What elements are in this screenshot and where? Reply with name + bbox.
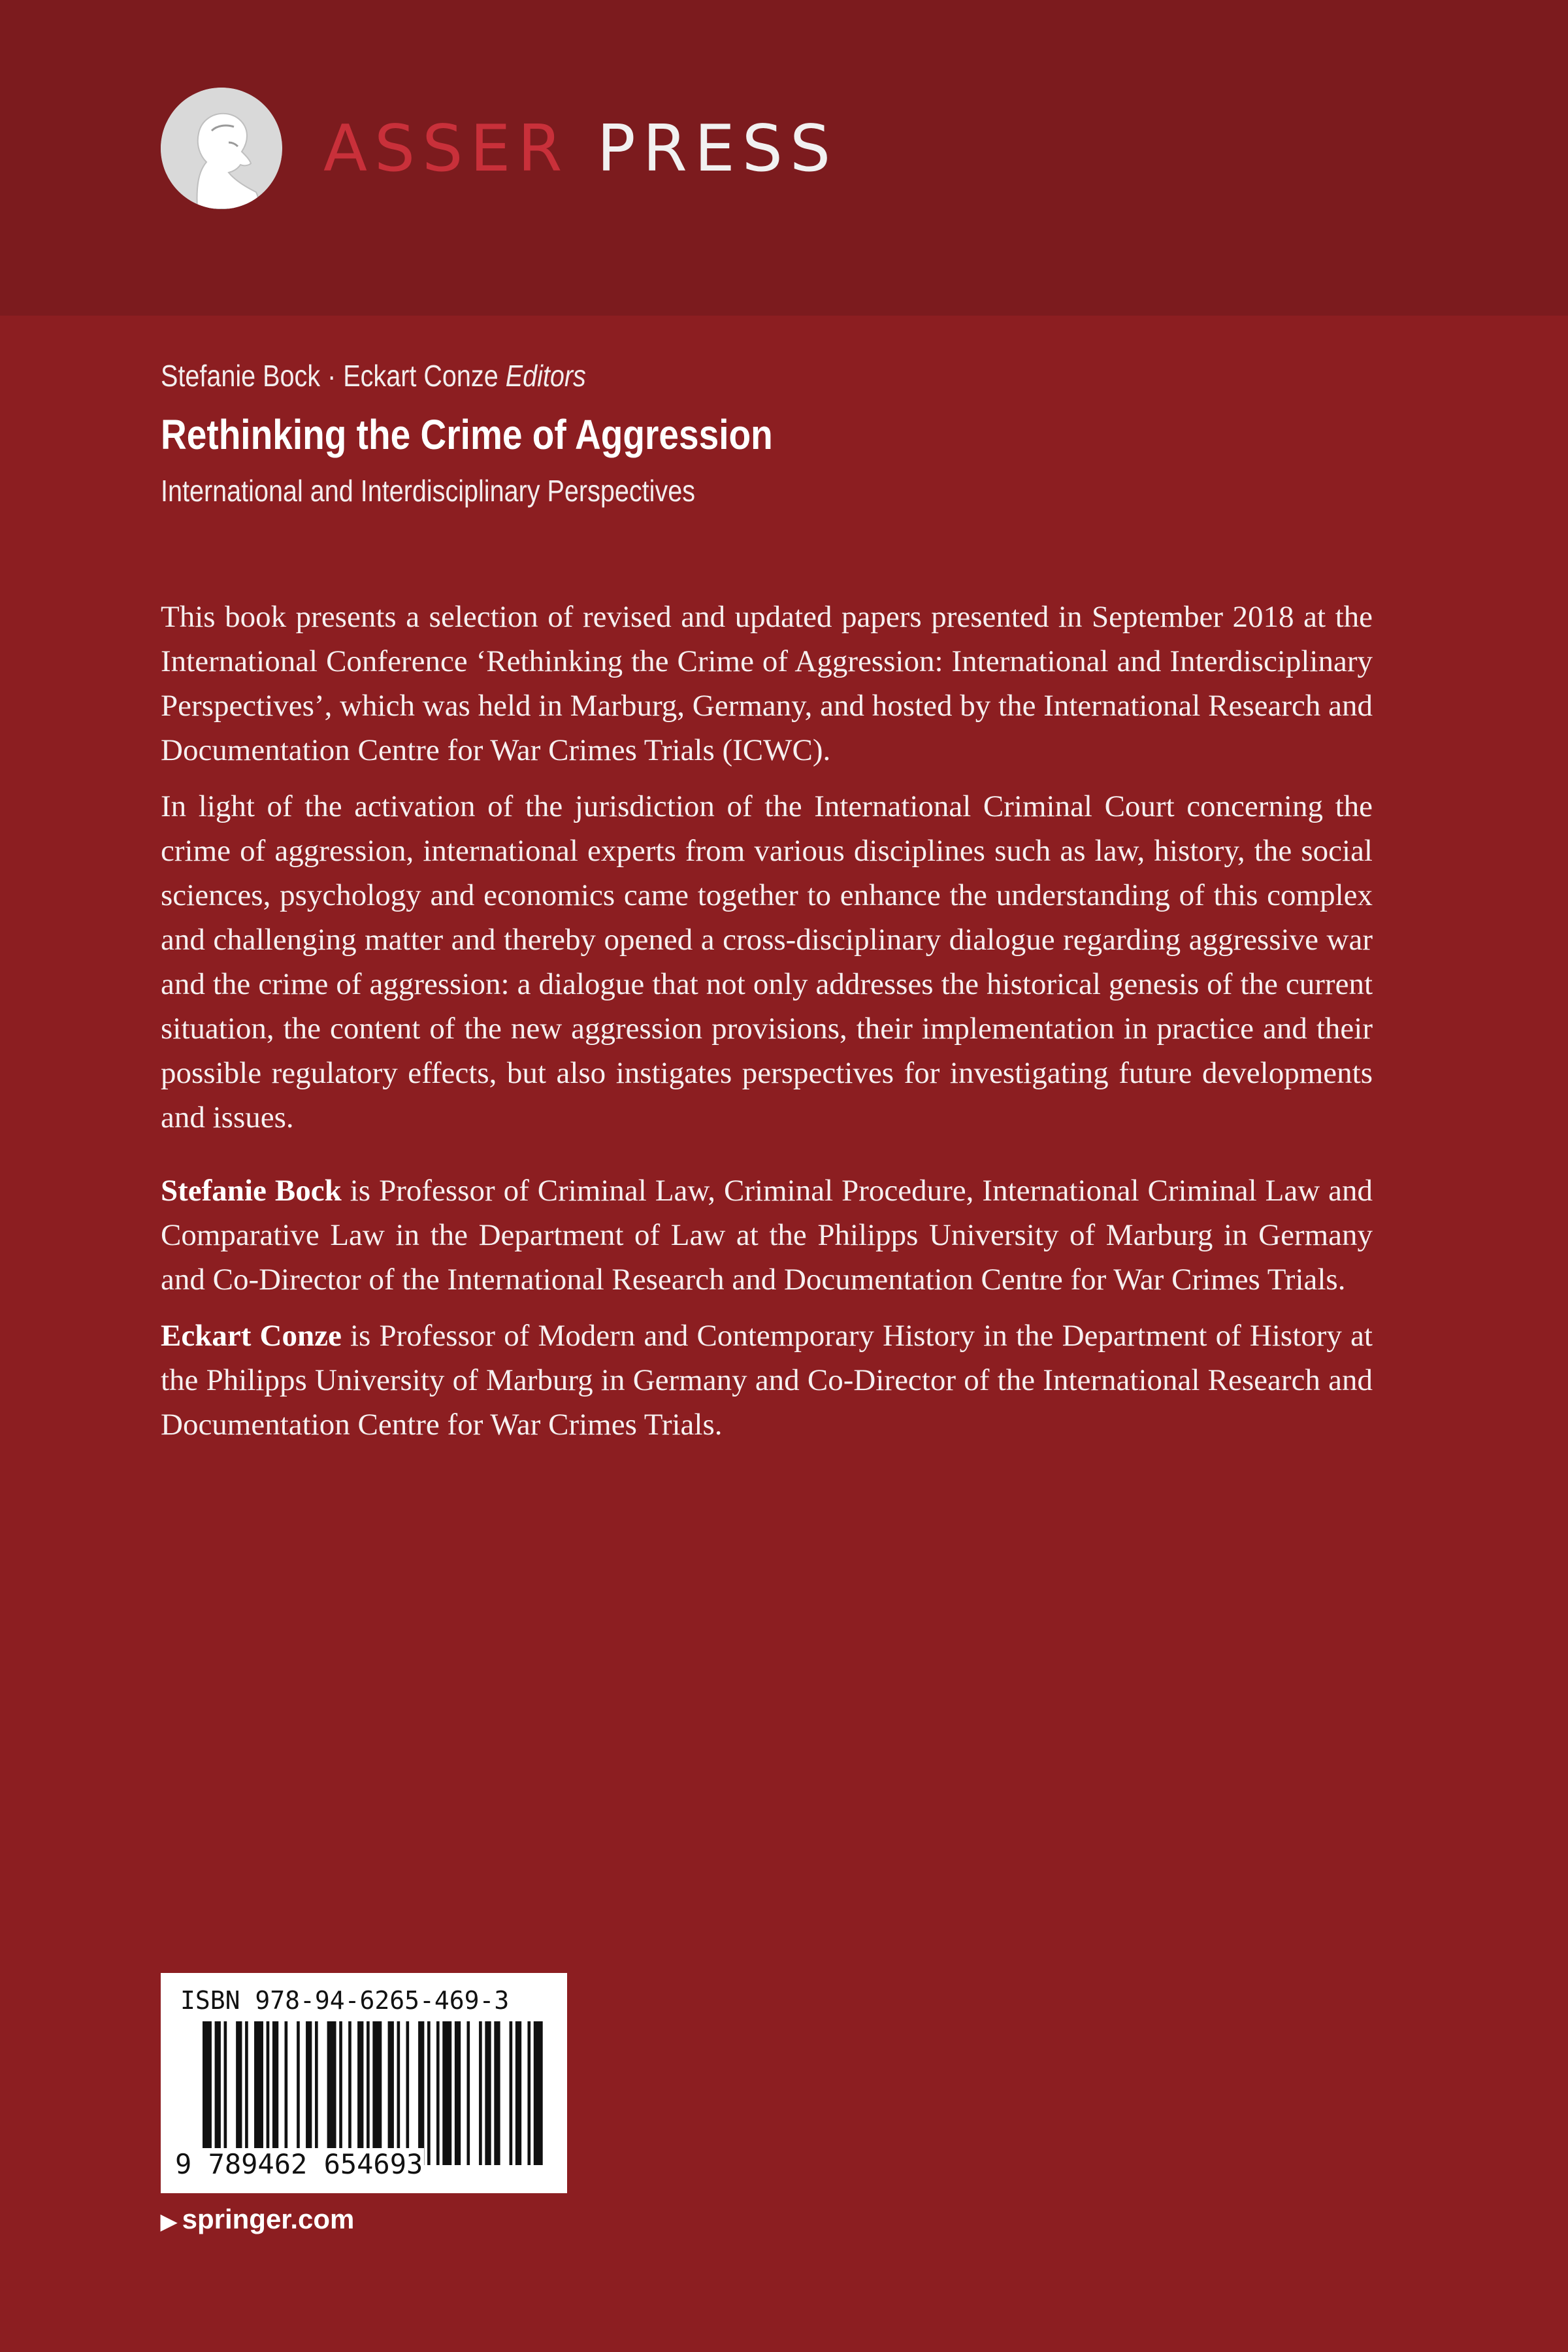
barcode-bar bbox=[348, 2021, 351, 2165]
barcode-bar bbox=[285, 2021, 288, 2165]
barcode-bar bbox=[224, 2021, 227, 2165]
barcode-bar bbox=[494, 2021, 500, 2165]
barcode-bar bbox=[372, 2021, 382, 2165]
barcode-bar bbox=[527, 2021, 531, 2165]
isbn-label: ISBN 978-94-6265-469-3 bbox=[180, 1986, 510, 2015]
barcode-bar bbox=[297, 2021, 300, 2165]
editor-names: Stefanie Bock · Eckart Conze bbox=[161, 359, 498, 393]
barcode-bars bbox=[203, 2021, 549, 2165]
bio-paragraph-1 bbox=[161, 1168, 1373, 1302]
barcode-digit-text: 9 789462 654693 bbox=[175, 2148, 423, 2180]
barcode-bar bbox=[215, 2021, 221, 2165]
barcode-bar bbox=[466, 2021, 470, 2165]
barcode-bar bbox=[254, 2021, 263, 2165]
barcode-bar bbox=[510, 2021, 513, 2165]
barcode-bar bbox=[236, 2021, 242, 2165]
barcode-bar bbox=[442, 2021, 451, 2165]
website-link[interactable] bbox=[161, 2204, 354, 2235]
barcode-bar bbox=[388, 2021, 394, 2165]
play-arrow-icon: ▶ bbox=[161, 2210, 177, 2233]
barcode-bar bbox=[515, 2021, 521, 2165]
editors-line bbox=[161, 358, 586, 393]
barcode-bar bbox=[455, 2021, 461, 2165]
brand-press: PRESS bbox=[596, 112, 838, 186]
barcode-digits bbox=[174, 2148, 559, 2180]
barcode-bar bbox=[339, 2021, 342, 2165]
back-cover-text bbox=[161, 595, 1373, 1447]
bio-paragraph-2 bbox=[161, 1314, 1373, 1447]
barcode-bar bbox=[203, 2021, 212, 2165]
barcode-bar bbox=[367, 2021, 370, 2165]
portrait-silhouette-icon bbox=[161, 88, 282, 209]
barcode-bar bbox=[245, 2021, 248, 2165]
bio-text: is Professor of Modern and Contemporary History in the Department of History at the Philipps University of Marburg in Germany and Co-Director of the International Research and Documentation Centre for War Crimes Trials. bbox=[161, 1319, 1373, 1442]
website-text: springer.com bbox=[182, 2204, 355, 2234]
isbn-barcode bbox=[161, 1973, 567, 2193]
barcode-bar bbox=[436, 2021, 440, 2165]
barcode-bar bbox=[485, 2021, 491, 2165]
bio-text: is Professor of Criminal Law, Criminal Procedure, International Criminal Law and Comparative Law in the Department of Law at the Philipps University of Marburg in Germany and Co-Director of the International Research and Documentation Centre for War Crimes Trials. bbox=[161, 1174, 1373, 1297]
barcode-bar bbox=[267, 2021, 270, 2165]
barcode-bar bbox=[357, 2021, 363, 2165]
editors-role: Editors bbox=[505, 359, 586, 393]
blurb-paragraph-2: In light of the activation of the jurisdiction of the International Criminal Court concerning the crime of aggression, international experts from various disciplines such as law, history, the social sciences, psychology and economics came together to enhance the understanding of this complex and challenging matter and thereby opened a cross-disciplinary dialogue regarding aggressive war and the crime of aggression: a dialogue that not only addresses the historical genesis of the current situation, the content of the new aggression provisions, their implementation in practice and their possible regulatory effects, but also instigates perspectives for investigating future developments and issues. bbox=[161, 789, 1373, 1135]
barcode-bar bbox=[306, 2021, 312, 2165]
barcode-bar bbox=[427, 2021, 431, 2165]
barcode-bar bbox=[406, 2021, 409, 2165]
barcode-bar bbox=[418, 2021, 424, 2165]
barcode-bar bbox=[397, 2021, 400, 2165]
bio-name: Stefanie Bock bbox=[161, 1174, 342, 1208]
book-title: Rethinking the Crime of Aggression bbox=[161, 411, 773, 458]
bio-name: Eckart Conze bbox=[161, 1319, 342, 1353]
barcode-bar bbox=[479, 2021, 482, 2165]
barcode-bar bbox=[327, 2021, 336, 2165]
barcode-bar bbox=[315, 2021, 318, 2165]
book-subtitle: International and Interdisciplinary Perspectives bbox=[161, 474, 696, 508]
brand-asser: ASSER bbox=[323, 112, 570, 186]
blurb-paragraph-1: This book presents a selection of revised and updated papers presented in September 2018 at the International Conference ‘Rethinking the Crime of Aggression: International and Interdisciplinary Perspectives’, which was held in Marburg, Germany, and hosted by the International Research and Documentation Centre for War Crimes Trials (ICWC). bbox=[161, 600, 1373, 767]
barcode-bar bbox=[534, 2021, 543, 2165]
publisher-brand bbox=[323, 110, 838, 188]
barcode-bar bbox=[272, 2021, 278, 2165]
